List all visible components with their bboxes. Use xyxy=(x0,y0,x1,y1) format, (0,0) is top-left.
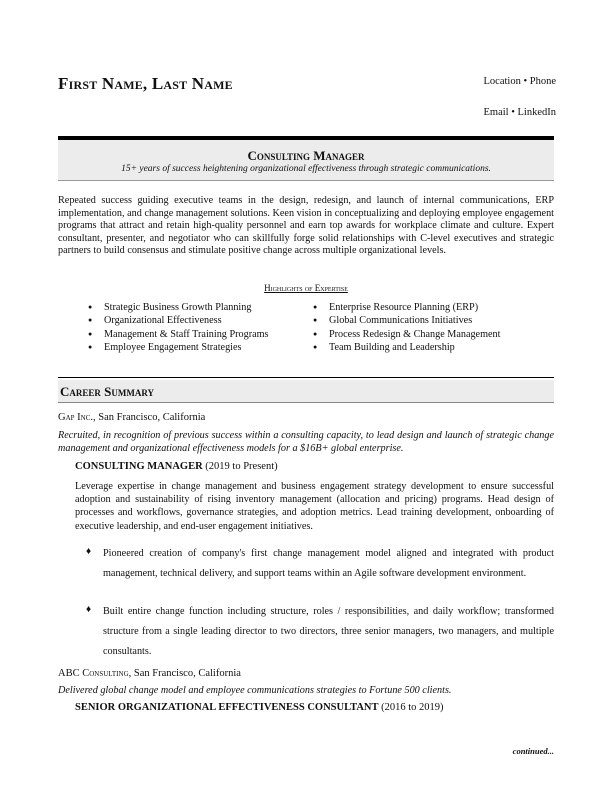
highlights-left-list xyxy=(88,301,269,355)
contact-location-phone: Location • Phone xyxy=(483,76,556,87)
contact-email-linkedin: Email • LinkedIn xyxy=(483,107,556,118)
list-item: ● Team Building and Leadership xyxy=(313,341,500,354)
list-item: ● Global Communications Initiatives xyxy=(313,314,500,327)
job1-role xyxy=(75,461,278,472)
company-name: Gap Inc. xyxy=(58,412,94,423)
list-item: ● Employee Engagement Strategies xyxy=(88,341,269,354)
company-location: , San Francisco, California xyxy=(93,412,206,423)
role-dates: (2016 to 2019) xyxy=(378,702,444,713)
headline-title: Consulting Manager xyxy=(247,148,365,163)
career-section-header xyxy=(58,380,554,403)
job2-role xyxy=(75,702,444,713)
diamond-bullet-icon: ♦ xyxy=(86,604,92,615)
profile-summary: Repeated success guiding executive teams in the design, redesign, and launch of internal communications, ERP implementation, and change management solutions. Keen vision in conceptualizing and deploying employee engagement programs that attract and retain high-quality personnel and earn top awards for workplace climate and culture. Expert consultant, presenter, and negotiator who can skillfully forge solid relationships with C-level executives and strategic partners to build consensus and stimulate positive change across multiple organizational levels. xyxy=(58,195,554,257)
highlights-right-list xyxy=(313,301,500,355)
section-title: Career Summary xyxy=(60,384,155,399)
continued-note: continued... xyxy=(512,746,554,756)
list-item: ● Enterprise Resource Planning (ERP) xyxy=(313,301,500,314)
job1-company xyxy=(58,412,205,423)
job2-description: Delivered global change model and employee communications strategies to Fortune 500 clients. xyxy=(58,685,452,696)
company-location: , San Francisco, California xyxy=(128,668,241,679)
highlights-title: Highlights of Expertise xyxy=(264,283,348,293)
list-item: ● Management & Staff Training Programs xyxy=(88,328,269,341)
company-name: ABC Consulting xyxy=(58,668,129,679)
diamond-bullet-icon: ♦ xyxy=(86,546,92,557)
candidate-name: First Name, Last Name xyxy=(58,74,233,93)
role-title: SENIOR ORGANIZATIONAL EFFECTIVENESS CONSULTANT xyxy=(75,702,379,713)
headline-box xyxy=(58,140,554,181)
list-item: ● Process Redesign & Change Management xyxy=(313,328,500,341)
job1-bullet-2: Built entire change function including structure, roles / responsibilities, and daily workflow; transformed structure from a single leading director to two directors, three senior managers, two managers, and multiple consultants. xyxy=(103,606,554,657)
role-dates: (2019 to Present) xyxy=(202,461,278,472)
section-divider xyxy=(58,377,554,378)
role-title: CONSULTING MANAGER xyxy=(75,461,203,472)
list-item: ● Strategic Business Growth Planning xyxy=(88,301,269,314)
job1-paragraph: Leverage expertise in change management and business engagement strategy development to ensure successful adoption and sustainability of rising inventory management (allocation and pricing) programs. Head design of processes and workflows, governance strategies, and adoption metrics. Lead training development, onboarding of executive leadership, and end-user engagement initiatives. xyxy=(75,481,554,532)
job2-company xyxy=(58,668,241,679)
job1-bullet-1: Pioneered creation of company's first change management model aligned and integrated with product management, technical delivery, and support teams within an Agile software development environment. xyxy=(103,548,554,579)
job1-description: Recruited, in recognition of previous success within a consulting capacity, to lead design and launch of strategic change management and organizational effectiveness models for a $16B+ global enterprise. xyxy=(58,430,554,454)
list-item: ● Organizational Effectiveness xyxy=(88,314,269,327)
headline-subtitle: 15+ years of success heightening organizational effectiveness through strategic communications. xyxy=(121,164,491,174)
